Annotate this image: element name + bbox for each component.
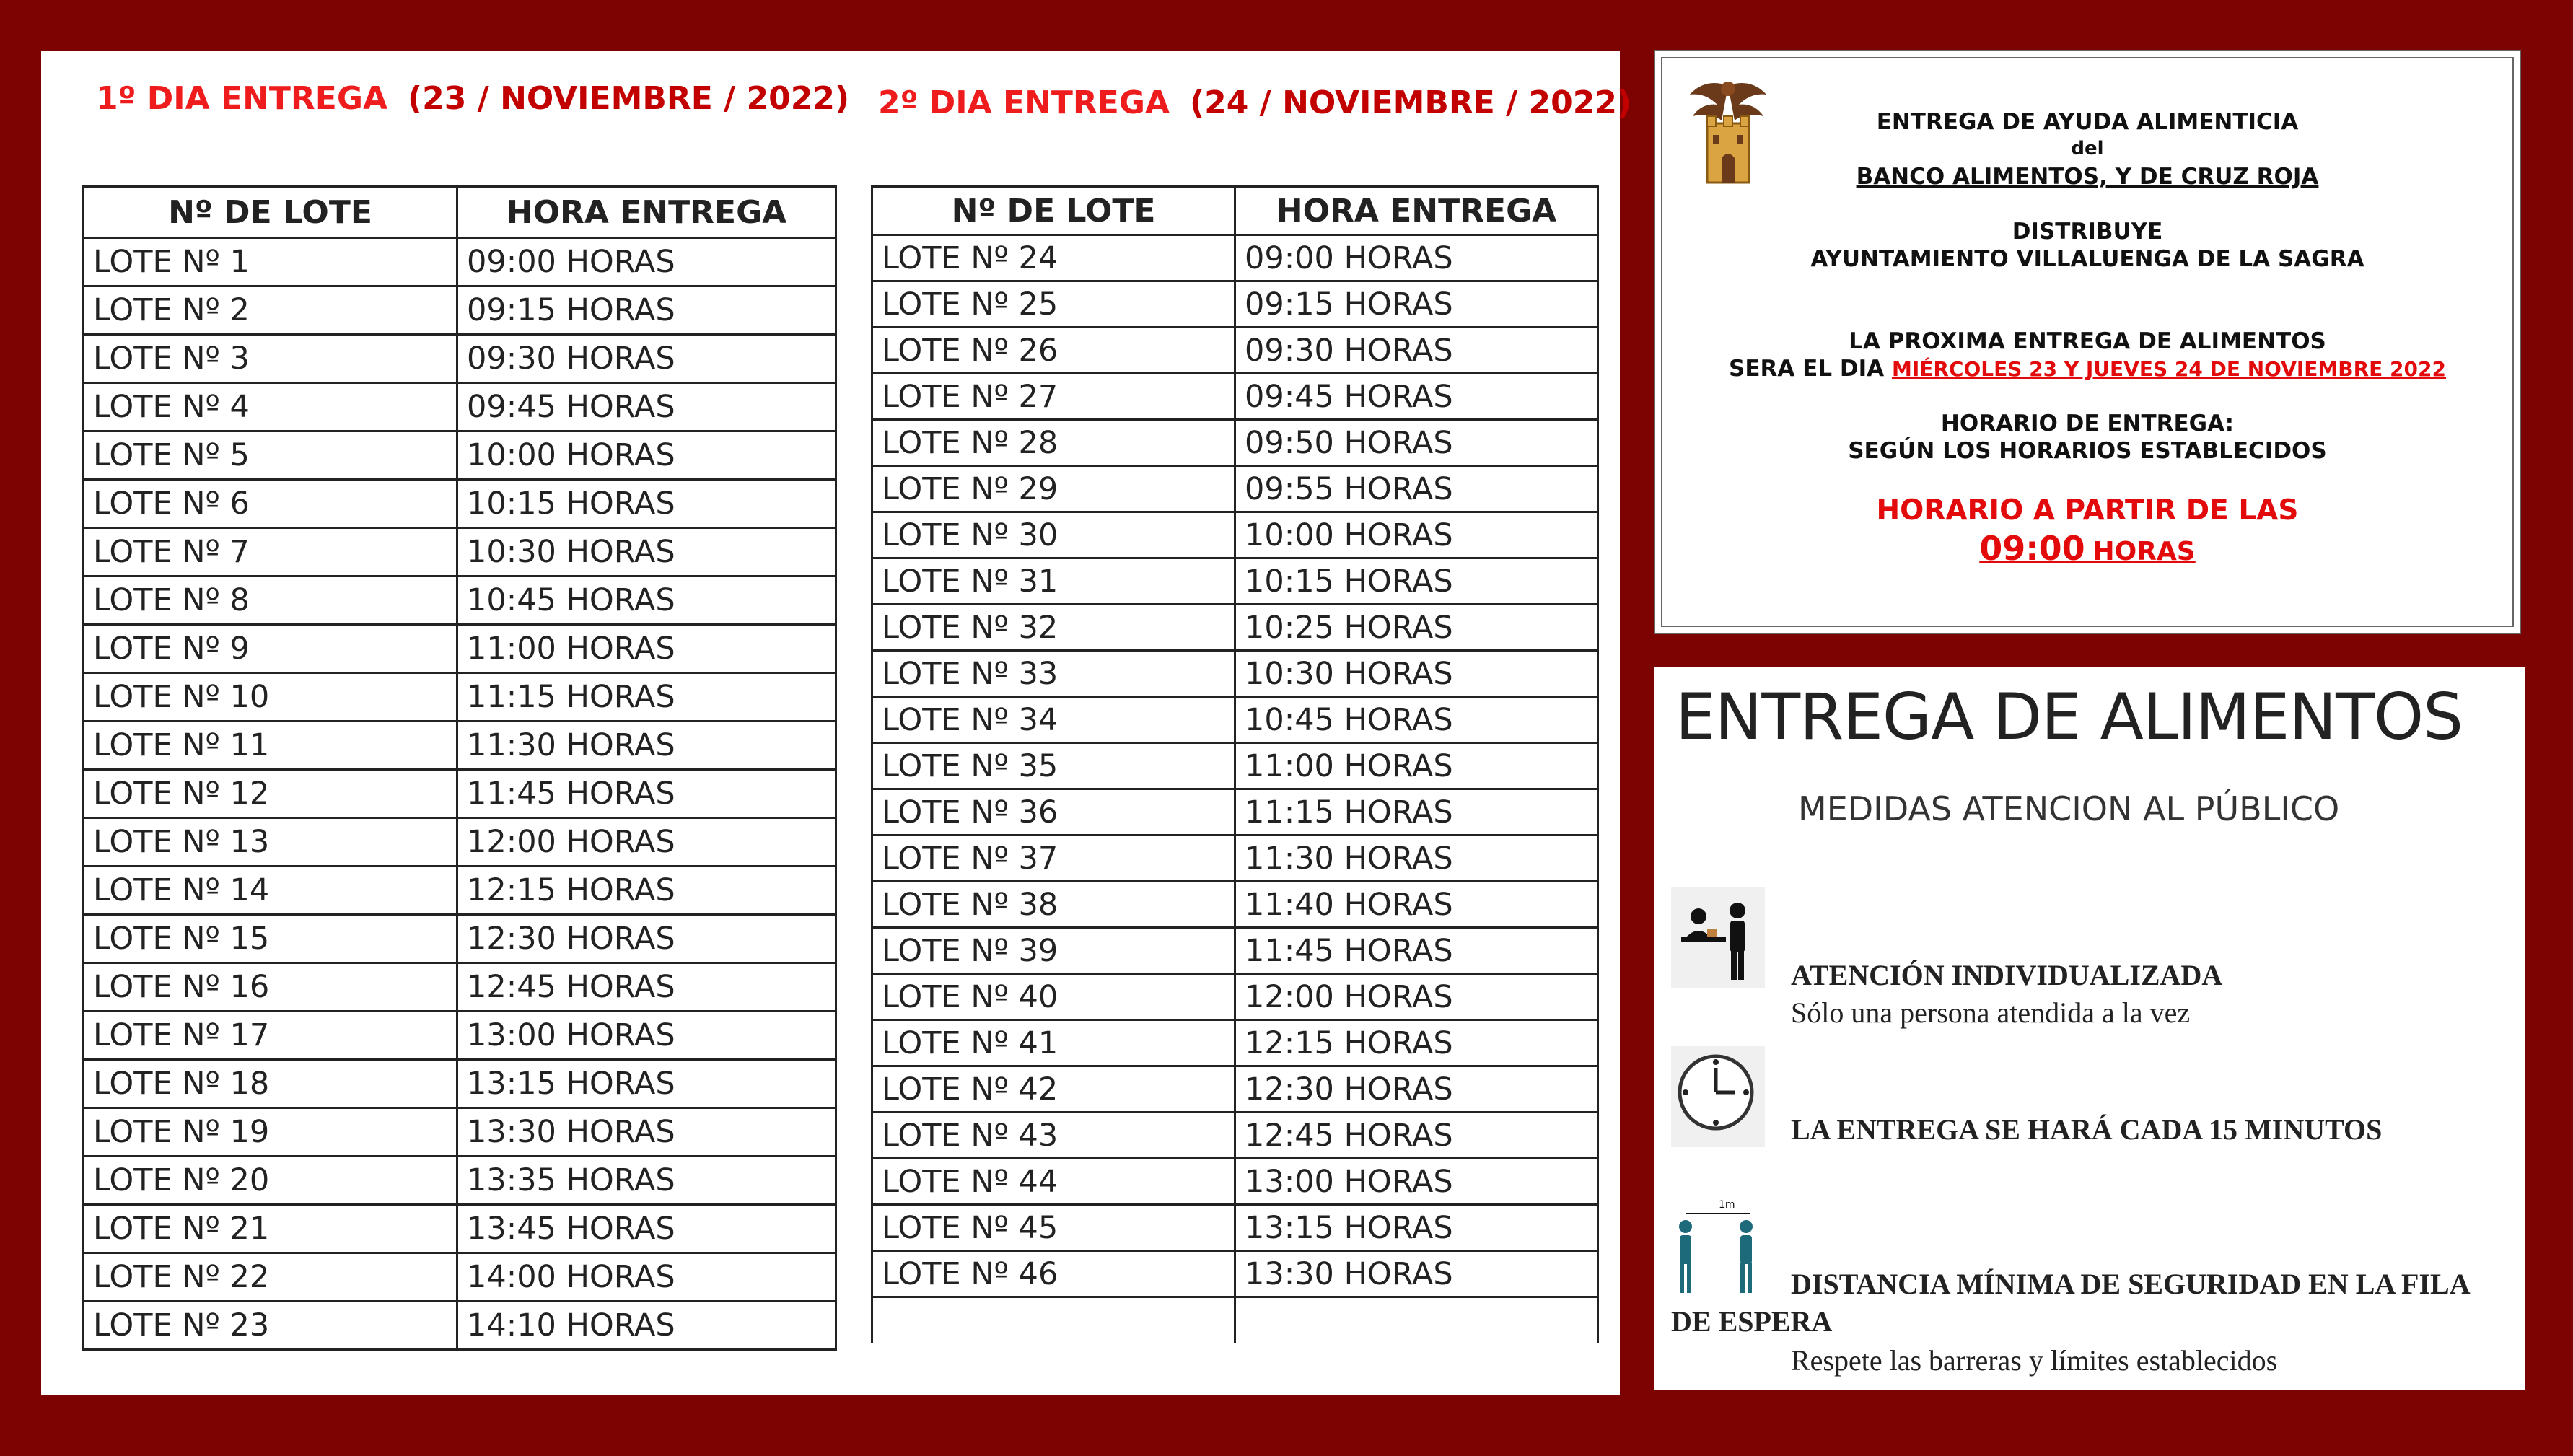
table-row — [872, 1205, 1598, 1251]
lot-cell: LOTE Nº 31 — [872, 558, 1235, 605]
table-row — [84, 867, 836, 915]
lot-cell: LOTE Nº 46 — [872, 1251, 1235, 1297]
lot-cell: LOTE Nº 24 — [872, 235, 1235, 281]
lot-cell: LOTE Nº 18 — [84, 1060, 457, 1108]
table-row — [872, 1113, 1598, 1159]
lot-cell: LOTE Nº 9 — [84, 625, 457, 673]
time-cell: 12:30 HORAS — [457, 915, 836, 963]
header-time: HORA ENTREGA — [1235, 187, 1598, 235]
lot-cell: LOTE Nº 7 — [84, 528, 457, 576]
day2-label: 2º DIA ENTREGA — [878, 84, 1170, 121]
lot-cell: LOTE Nº 10 — [84, 673, 457, 722]
time-cell: 11:00 HORAS — [1235, 743, 1598, 789]
time-cell: 10:45 HORAS — [457, 576, 836, 625]
lot-cell: LOTE Nº 2 — [84, 286, 457, 335]
lot-cell: LOTE Nº 19 — [84, 1108, 457, 1157]
measure-3-heading-cont: DE ESPERA — [1671, 1305, 1833, 1338]
measure-3-heading: DISTANCIA MÍNIMA DE SEGURIDAD EN LA FILA — [1791, 1268, 2471, 1300]
lot-cell: LOTE Nº 20 — [84, 1157, 457, 1205]
time-cell: 13:00 HORAS — [457, 1012, 836, 1060]
lot-cell: LOTE Nº 44 — [872, 1159, 1235, 1205]
table-row — [872, 1066, 1598, 1113]
table-row — [872, 235, 1598, 281]
lot-cell: LOTE Nº 36 — [872, 789, 1235, 836]
lot-cell: LOTE Nº 5 — [84, 431, 457, 480]
lot-cell: LOTE Nº 39 — [872, 928, 1235, 974]
lot-cell: LOTE Nº 12 — [84, 770, 457, 818]
time-cell: 09:30 HORAS — [1235, 328, 1598, 374]
table-row — [872, 512, 1598, 558]
lot-cell: LOTE Nº 29 — [872, 466, 1235, 512]
time-cell: 10:30 HORAS — [457, 528, 836, 576]
day2-table — [871, 185, 1599, 1343]
lot-cell: LOTE Nº 4 — [84, 383, 457, 431]
time-cell: 13:45 HORAS — [457, 1205, 836, 1253]
announcement-dates: MIÉRCOLES 23 Y JUEVES 24 DE NOVIEMBRE 2022 — [1891, 357, 2446, 381]
measures-subtitle: MEDIDAS ATENCION AL PÚBLICO — [1798, 789, 2340, 828]
time-cell: 14:00 HORAS — [457, 1253, 836, 1302]
table-row — [872, 328, 1598, 374]
measures-panel — [1654, 667, 2525, 1390]
empty-cell — [872, 1297, 1235, 1343]
time-cell: 12:45 HORAS — [1235, 1113, 1598, 1159]
lot-cell: LOTE Nº 17 — [84, 1012, 457, 1060]
table-row — [872, 882, 1598, 928]
measure-1-heading: ATENCIÓN INDIVIDUALIZADA — [1791, 959, 2223, 991]
measure-1-text: Sólo una persona atendida a la vez — [1791, 996, 2191, 1029]
time-cell: 10:45 HORAS — [1235, 697, 1598, 743]
announcement-line3: BANCO ALIMENTOS, Y DE CRUZ ROJA — [1856, 164, 2319, 190]
table-row — [84, 1302, 836, 1350]
announcement-panel — [1654, 50, 2521, 634]
empty-row — [872, 1297, 1598, 1343]
table-row — [84, 286, 836, 335]
table-row — [872, 558, 1598, 605]
lot-cell: LOTE Nº 28 — [872, 420, 1235, 466]
time-cell: 13:15 HORAS — [457, 1060, 836, 1108]
table-row — [872, 836, 1598, 882]
time-cell: 09:15 HORAS — [1235, 281, 1598, 328]
table-row — [84, 576, 836, 625]
day1-date: (23 / NOVIEMBRE / 2022) — [408, 80, 850, 117]
table-row — [84, 1012, 836, 1060]
table-row — [84, 238, 836, 286]
time-cell: 09:45 HORAS — [457, 383, 836, 431]
table-row — [84, 1253, 836, 1302]
table-row — [84, 770, 836, 818]
announcement-line7 — [1655, 356, 2520, 382]
clock-icon — [1671, 1046, 1765, 1147]
lot-cell: LOTE Nº 21 — [84, 1205, 457, 1253]
announcement-line9: SEGÚN LOS HORARIOS ESTABLECIDOS — [1848, 438, 2327, 464]
announcement-start-time — [1655, 529, 2520, 568]
time-cell: 10:25 HORAS — [1235, 605, 1598, 651]
time-cell: 09:45 HORAS — [1235, 374, 1598, 420]
lot-cell: LOTE Nº 45 — [872, 1205, 1235, 1251]
time-cell: 12:45 HORAS — [457, 963, 836, 1012]
table-row — [84, 1205, 836, 1253]
time-cell: 13:30 HORAS — [1235, 1251, 1598, 1297]
lot-cell: LOTE Nº 40 — [872, 974, 1235, 1020]
time-cell: 11:40 HORAS — [1235, 882, 1598, 928]
header-time: HORA ENTREGA — [457, 187, 836, 238]
time-cell: 12:00 HORAS — [1235, 974, 1598, 1020]
lot-cell: LOTE Nº 42 — [872, 1066, 1235, 1113]
table-row — [84, 1157, 836, 1205]
table-row — [84, 673, 836, 722]
day1-label: 1º DIA ENTREGA — [96, 80, 388, 117]
time-cell: 10:15 HORAS — [457, 480, 836, 528]
lot-cell: LOTE Nº 14 — [84, 867, 457, 915]
lot-cell: LOTE Nº 8 — [84, 576, 457, 625]
attention-desk-icon — [1671, 887, 1765, 988]
table-row — [872, 928, 1598, 974]
lot-cell: LOTE Nº 27 — [872, 374, 1235, 420]
table-row — [872, 374, 1598, 420]
time-cell: 12:00 HORAS — [457, 818, 836, 867]
lot-cell: LOTE Nº 34 — [872, 697, 1235, 743]
measure-3-text: Respete las barreras y límites establecidos — [1791, 1344, 2278, 1377]
time-cell: 10:15 HORAS — [1235, 558, 1598, 605]
table-row — [872, 651, 1598, 697]
table-row — [84, 625, 836, 673]
lot-cell: LOTE Nº 23 — [84, 1302, 457, 1350]
announcement-line4: DISTRIBUYE — [2012, 219, 2163, 245]
time-cell: 13:15 HORAS — [1235, 1205, 1598, 1251]
lot-cell: LOTE Nº 30 — [872, 512, 1235, 558]
lot-cell: LOTE Nº 22 — [84, 1253, 457, 1302]
time-cell: 11:45 HORAS — [457, 770, 836, 818]
lot-cell: LOTE Nº 41 — [872, 1020, 1235, 1066]
measure-2-heading: LA ENTREGA SE HARÁ CADA 15 MINUTOS — [1791, 1113, 2383, 1146]
table-row — [84, 528, 836, 576]
time-cell: 12:15 HORAS — [457, 867, 836, 915]
lot-cell: LOTE Nº 38 — [872, 882, 1235, 928]
day1-title — [96, 80, 849, 117]
time-cell: 13:30 HORAS — [457, 1108, 836, 1157]
table-header-row — [872, 187, 1598, 235]
time-cell: 11:30 HORAS — [457, 722, 836, 770]
table-row — [84, 818, 836, 867]
header-lot: Nº DE LOTE — [84, 187, 457, 238]
lot-cell: LOTE Nº 32 — [872, 605, 1235, 651]
distance-label: 1m — [1719, 1199, 1735, 1211]
announcement-line7-prefix: SERA EL DIA — [1729, 356, 1885, 382]
distance-icon — [1671, 1195, 1765, 1296]
time-cell: 10:00 HORAS — [1235, 512, 1598, 558]
time-cell: 11:15 HORAS — [1235, 789, 1598, 836]
table-row — [84, 431, 836, 480]
time-cell: 09:00 HORAS — [1235, 235, 1598, 281]
announcement-line8: HORARIO DE ENTREGA: — [1940, 411, 2235, 437]
lot-cell: LOTE Nº 6 — [84, 480, 457, 528]
time-cell: 13:35 HORAS — [457, 1157, 836, 1205]
lot-cell: LOTE Nº 35 — [872, 743, 1235, 789]
time-cell: 12:30 HORAS — [1235, 1066, 1598, 1113]
table-row — [84, 383, 836, 431]
day1-table — [82, 185, 837, 1351]
lot-cell: LOTE Nº 15 — [84, 915, 457, 963]
day2-title — [878, 84, 1631, 121]
time-cell: 09:15 HORAS — [457, 286, 836, 335]
time-cell: 11:45 HORAS — [1235, 928, 1598, 974]
time-cell: 14:10 HORAS — [457, 1302, 836, 1350]
time-cell: 09:50 HORAS — [1235, 420, 1598, 466]
lot-cell: LOTE Nº 3 — [84, 335, 457, 383]
time-cell: 09:00 HORAS — [457, 238, 836, 286]
table-row — [84, 963, 836, 1012]
time-cell: 11:15 HORAS — [457, 673, 836, 722]
table-row — [84, 480, 836, 528]
lot-cell: LOTE Nº 25 — [872, 281, 1235, 328]
announcement-line6: LA PROXIMA ENTREGA DE ALIMENTOS — [1849, 328, 2326, 354]
table-row — [84, 1060, 836, 1108]
table-row — [872, 697, 1598, 743]
table-row — [872, 1251, 1598, 1297]
table-row — [84, 1108, 836, 1157]
table-row — [872, 420, 1598, 466]
lot-cell: LOTE Nº 26 — [872, 328, 1235, 374]
table-row — [872, 743, 1598, 789]
table-row — [872, 974, 1598, 1020]
table-row — [872, 466, 1598, 512]
lot-cell: LOTE Nº 13 — [84, 818, 457, 867]
day2-date: (24 / NOVIEMBRE / 2022) — [1190, 84, 1632, 121]
empty-cell — [1235, 1297, 1598, 1343]
time-cell: 11:00 HORAS — [457, 625, 836, 673]
announcement-line2: del — [2071, 138, 2104, 159]
time-cell: 09:30 HORAS — [457, 335, 836, 383]
lot-cell: LOTE Nº 37 — [872, 836, 1235, 882]
table-row — [872, 1020, 1598, 1066]
measures-title: ENTREGA DE ALIMENTOS — [1675, 680, 2463, 754]
schedule-panel — [41, 51, 1632, 1395]
start-time-value: 09:00 — [1979, 529, 2085, 568]
time-cell: 10:00 HORAS — [457, 431, 836, 480]
announcement-line5: AYUNTAMIENTO VILLALUENGA DE LA SAGRA — [1810, 246, 2364, 272]
lot-cell: LOTE Nº 1 — [84, 238, 457, 286]
table-row — [84, 335, 836, 383]
lot-cell: LOTE Nº 11 — [84, 722, 457, 770]
time-cell: 09:55 HORAS — [1235, 466, 1598, 512]
table-row — [84, 722, 836, 770]
lot-cell: LOTE Nº 43 — [872, 1113, 1235, 1159]
lot-cell: LOTE Nº 33 — [872, 651, 1235, 697]
table-row — [872, 1159, 1598, 1205]
time-cell: 11:30 HORAS — [1235, 836, 1598, 882]
table-row — [872, 789, 1598, 836]
lot-cell: LOTE Nº 16 — [84, 963, 457, 1012]
table-row — [872, 281, 1598, 328]
time-cell: 12:15 HORAS — [1235, 1020, 1598, 1066]
time-cell: 10:30 HORAS — [1235, 651, 1598, 697]
announcement-line1: ENTREGA DE AYUDA ALIMENTICIA — [1876, 109, 2299, 135]
table-row — [872, 605, 1598, 651]
time-cell: 13:00 HORAS — [1235, 1159, 1598, 1205]
start-time-unit: HORAS — [2092, 537, 2196, 566]
table-row — [84, 915, 836, 963]
header-lot: Nº DE LOTE — [872, 187, 1235, 235]
table-header-row — [84, 187, 836, 238]
announcement-start-label: HORARIO A PARTIR DE LAS — [1876, 494, 2299, 527]
